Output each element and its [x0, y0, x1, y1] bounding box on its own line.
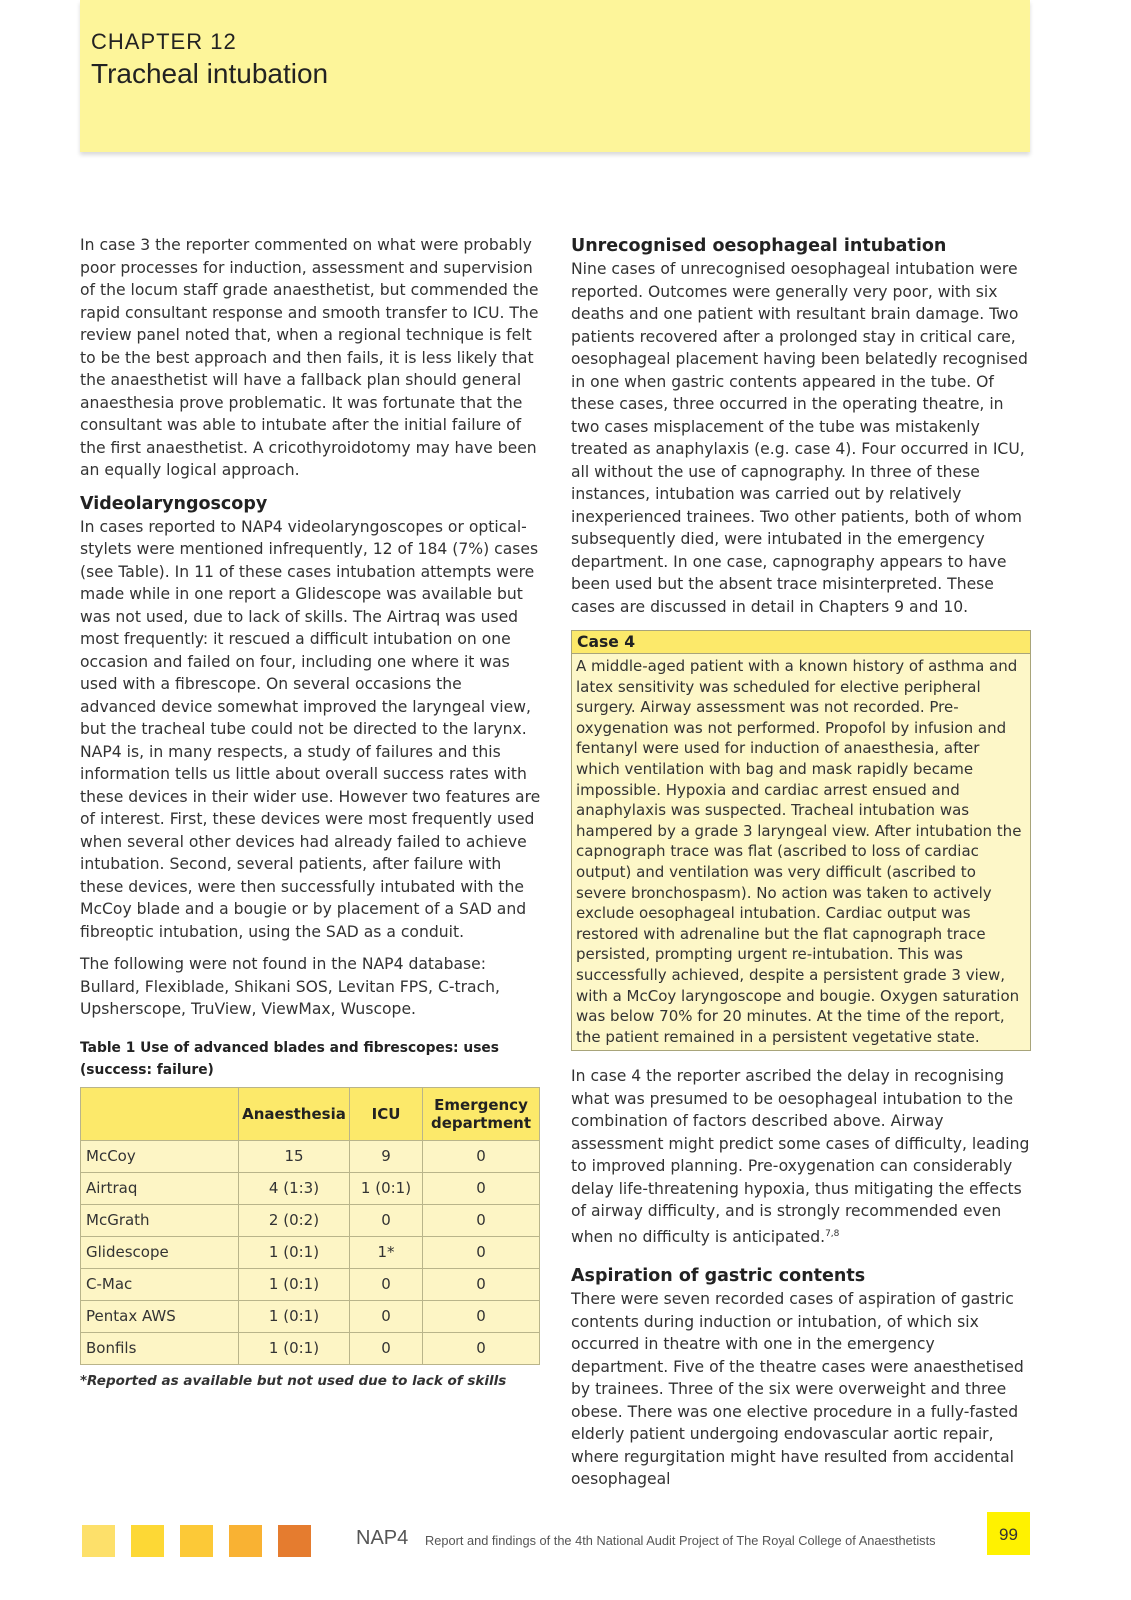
- aspiration-heading: Aspiration of gastric contents: [571, 1266, 866, 1287]
- footer-text: Report and findings of the 4th National Audit Project of The Royal College of Anaesthetists: [425, 1533, 936, 1548]
- icu-cell: 0: [350, 1204, 423, 1236]
- case-4-box: [571, 630, 1031, 1051]
- icu-cell: 1 (0:1): [350, 1172, 423, 1204]
- ed-cell: 0: [423, 1236, 540, 1268]
- device-cell: McGrath: [81, 1204, 239, 1236]
- table-caption: Table 1 Use of advanced blades and fibrescopes: uses (success: failure): [80, 1039, 499, 1078]
- table-footnote: *Reported as available but not used due to lack of skills: [80, 1372, 507, 1389]
- case-box-body: A middle-aged patient with a known history of asthma and latex sensitivity was scheduled for elective peripheral surgery. Airway assessment was not recorded. Pre-oxygenation was not performed. Propofol by infusion and fentanyl were used for induction of anaesthesia, after which ventilation with bag and mask rapidly became impossible. Hypoxia and cardiac arrest ensued and anaphylaxis was suspected. Tracheal intubation was hampered by a grade 3 laryngeal view. After intubation the capnograph trace was flat (ascribed to loss of cardiac output) and ventilation was very difficult (ascribed to severe bronchospasm). No action was taken to actively exclude oesophageal intubation. Cardiac output was restored with adrenaline but the flat capnograph trace persisted, prompting urgent re-intubation. This was successfully achieved, despite a persistent grade 3 view, with a McCoy laryngoscope and bougie. Oxygen saturation was below 70% for 20 minutes. At the time of the report, the patient remained in a persistent vegetative state.: [572, 654, 1030, 1050]
- anaesthesia-cell: 15: [239, 1140, 350, 1172]
- table-row: [81, 1300, 540, 1332]
- footer-brand: NAP4: [356, 1527, 409, 1549]
- icu-cell: 1*: [350, 1236, 423, 1268]
- reference-superscript: 7,8: [825, 1228, 840, 1239]
- case4-text: In case 4 the reporter ascribed the delay in recognising what was presumed to be oesophageal intubation to the combination of factors described above. Airway assessment might predict some cases of difficulty, leading to improved planning. Pre-oxygenation can considerably delay life-threatening hypoxia, thus mitigating the effects of airway difficulty, and is strongly recommended even when no difficulty is anticipated.: [571, 1067, 1030, 1246]
- footer-square-1: [82, 1525, 115, 1557]
- device-cell: Glidescope: [81, 1236, 239, 1268]
- chapter-header: [80, 0, 1030, 152]
- ed-cell: 0: [423, 1268, 540, 1300]
- videolaryngoscopy-heading: Videolaryngoscopy: [80, 493, 268, 514]
- ed-cell: 0: [423, 1204, 540, 1236]
- footer-square-5: [278, 1525, 311, 1557]
- oesophageal-paragraph: Nine cases of unrecognised oesophageal intubation were reported. Outcomes were generally very poor, with six deaths and one patient with resultant brain damage. Two patients recovered after a prolonged stay in critical care, oesophageal placement having been belatedly recognised in one when gastric contents appeared in the tube. Of these cases, three occurred in the operating theatre, in two cases misplacement of the tube was mistakenly treated as anaphylaxis (e.g. case 4). Four occurred in ICU, all without the use of capnography. In three of these instances, intubation was carried out by relatively inexperienced trainees. Two other patients, both of whom subsequently died, were intubated in the emergency department. In one case, capnography appears to have been used but the absent trace misinterpreted. These cases are discussed in detail in Chapters 9 and 10.: [571, 260, 1028, 616]
- table-row: [81, 1268, 540, 1300]
- footer-square-2: [131, 1525, 164, 1557]
- header-cell-anaesthesia: Anaesthesia: [239, 1087, 350, 1140]
- footer-square-3: [180, 1525, 213, 1557]
- table-row: [81, 1172, 540, 1204]
- header-cell-device: [81, 1087, 239, 1140]
- oesophageal-heading: Unrecognised oesophageal intubation: [571, 236, 947, 256]
- chapter-label: CHAPTER 12: [91, 29, 237, 54]
- videolaryngoscopy-paragraph: In cases reported to NAP4 videolaryngoscopes or optical-stylets were mentioned infrequently, 12 of 184 (7%) cases (see Table). In 11 of these cases intubation attempts were made while in one report a Glidescope was available but was not used, due to lack of skills. The Airtraq was used most frequently: it rescued a difficult intubation on one occasion and failed on four, including one where it was used with a fibrescope. On several occasions the advanced device somewhat improved the laryngeal view, but the tracheal tube could not be directed to the larynx. NAP4 is, in many respects, a study of failures and this information tells us little about overall success rates with these devices in their wider use. However two features are of interest. First, these devices were most frequently used when several other devices had already failed to achieve intubation. Second, several patients, after failure with these devices, were then successfully intubated with the McCoy blade and a bougie or by placement of a SAD and fibreoptic intubation, using the SAD as a conduit.: [80, 517, 541, 941]
- device-cell: McCoy: [81, 1140, 239, 1172]
- header-cell-ed: Emergency department: [423, 1087, 540, 1140]
- icu-cell: 0: [350, 1300, 423, 1332]
- table-row: [81, 1204, 540, 1236]
- right-column: [571, 234, 1033, 1501]
- icu-cell: 9: [350, 1140, 423, 1172]
- table-row: [81, 1332, 540, 1364]
- page-number: 99: [987, 1512, 1030, 1555]
- anaesthesia-cell: 4 (1:3): [239, 1172, 350, 1204]
- device-cell: Bonfils: [81, 1332, 239, 1364]
- left-column: [80, 234, 542, 1389]
- device-cell: Pentax AWS: [81, 1300, 239, 1332]
- not-found-paragraph: The following were not found in the NAP4 database: Bullard, Flexiblade, Shikani SOS, Levitan FPS, C-trach, Upsherscope, TruView, ViewMax, Wuscope.: [80, 955, 500, 1018]
- page-footer: [82, 1525, 1032, 1571]
- ed-cell: 0: [423, 1172, 540, 1204]
- anaesthesia-cell: 1 (0:1): [239, 1300, 350, 1332]
- anaesthesia-cell: 1 (0:1): [239, 1268, 350, 1300]
- intro-paragraph: In case 3 the reporter commented on what were probably poor processes for induction, assessment and supervision of the locum staff grade anaesthetist, but commended the rapid consultant response and smooth transfer to ICU. The review panel noted that, when a regional technique is felt to be the best approach and then fails, it is less likely that the anaesthetist will have a fallback plan should general anaesthesia prove problematic. It was fortunate that the consultant was able to intubate after the initial failure of the first anaesthetist. A cricothyroidotomy may have been an equally logical approach.: [80, 236, 539, 479]
- devices-table: [80, 1087, 540, 1365]
- header-cell-icu: ICU: [350, 1087, 423, 1140]
- device-cell: C-Mac: [81, 1268, 239, 1300]
- aspiration-paragraph: There were seven recorded cases of aspiration of gastric contents during induction or intubation, of which six occurred in theatre with one in the emergency department. Five of the theatre cases were anaesthetised by trainees. Three of the six were overweight and three obese. There was one elective procedure in a fully-fasted elderly patient undergoing endovascular aortic repair, where regurgitation might have resulted from accidental oesophageal: [571, 1290, 1024, 1489]
- ed-cell: 0: [423, 1332, 540, 1364]
- chapter-title: Tracheal intubation: [91, 58, 329, 89]
- case-box-title: Case 4: [572, 631, 1030, 654]
- anaesthesia-cell: 1 (0:1): [239, 1332, 350, 1364]
- footer-square-4: [229, 1525, 262, 1557]
- ed-cell: 0: [423, 1300, 540, 1332]
- anaesthesia-cell: 1 (0:1): [239, 1236, 350, 1268]
- table-row: [81, 1236, 540, 1268]
- icu-cell: 0: [350, 1332, 423, 1364]
- device-cell: Airtraq: [81, 1172, 239, 1204]
- anaesthesia-cell: 2 (0:2): [239, 1204, 350, 1236]
- case4-paragraph: [571, 1065, 1033, 1248]
- table-row: [81, 1140, 540, 1172]
- table-header-row: [81, 1087, 540, 1140]
- icu-cell: 0: [350, 1268, 423, 1300]
- ed-cell: 0: [423, 1140, 540, 1172]
